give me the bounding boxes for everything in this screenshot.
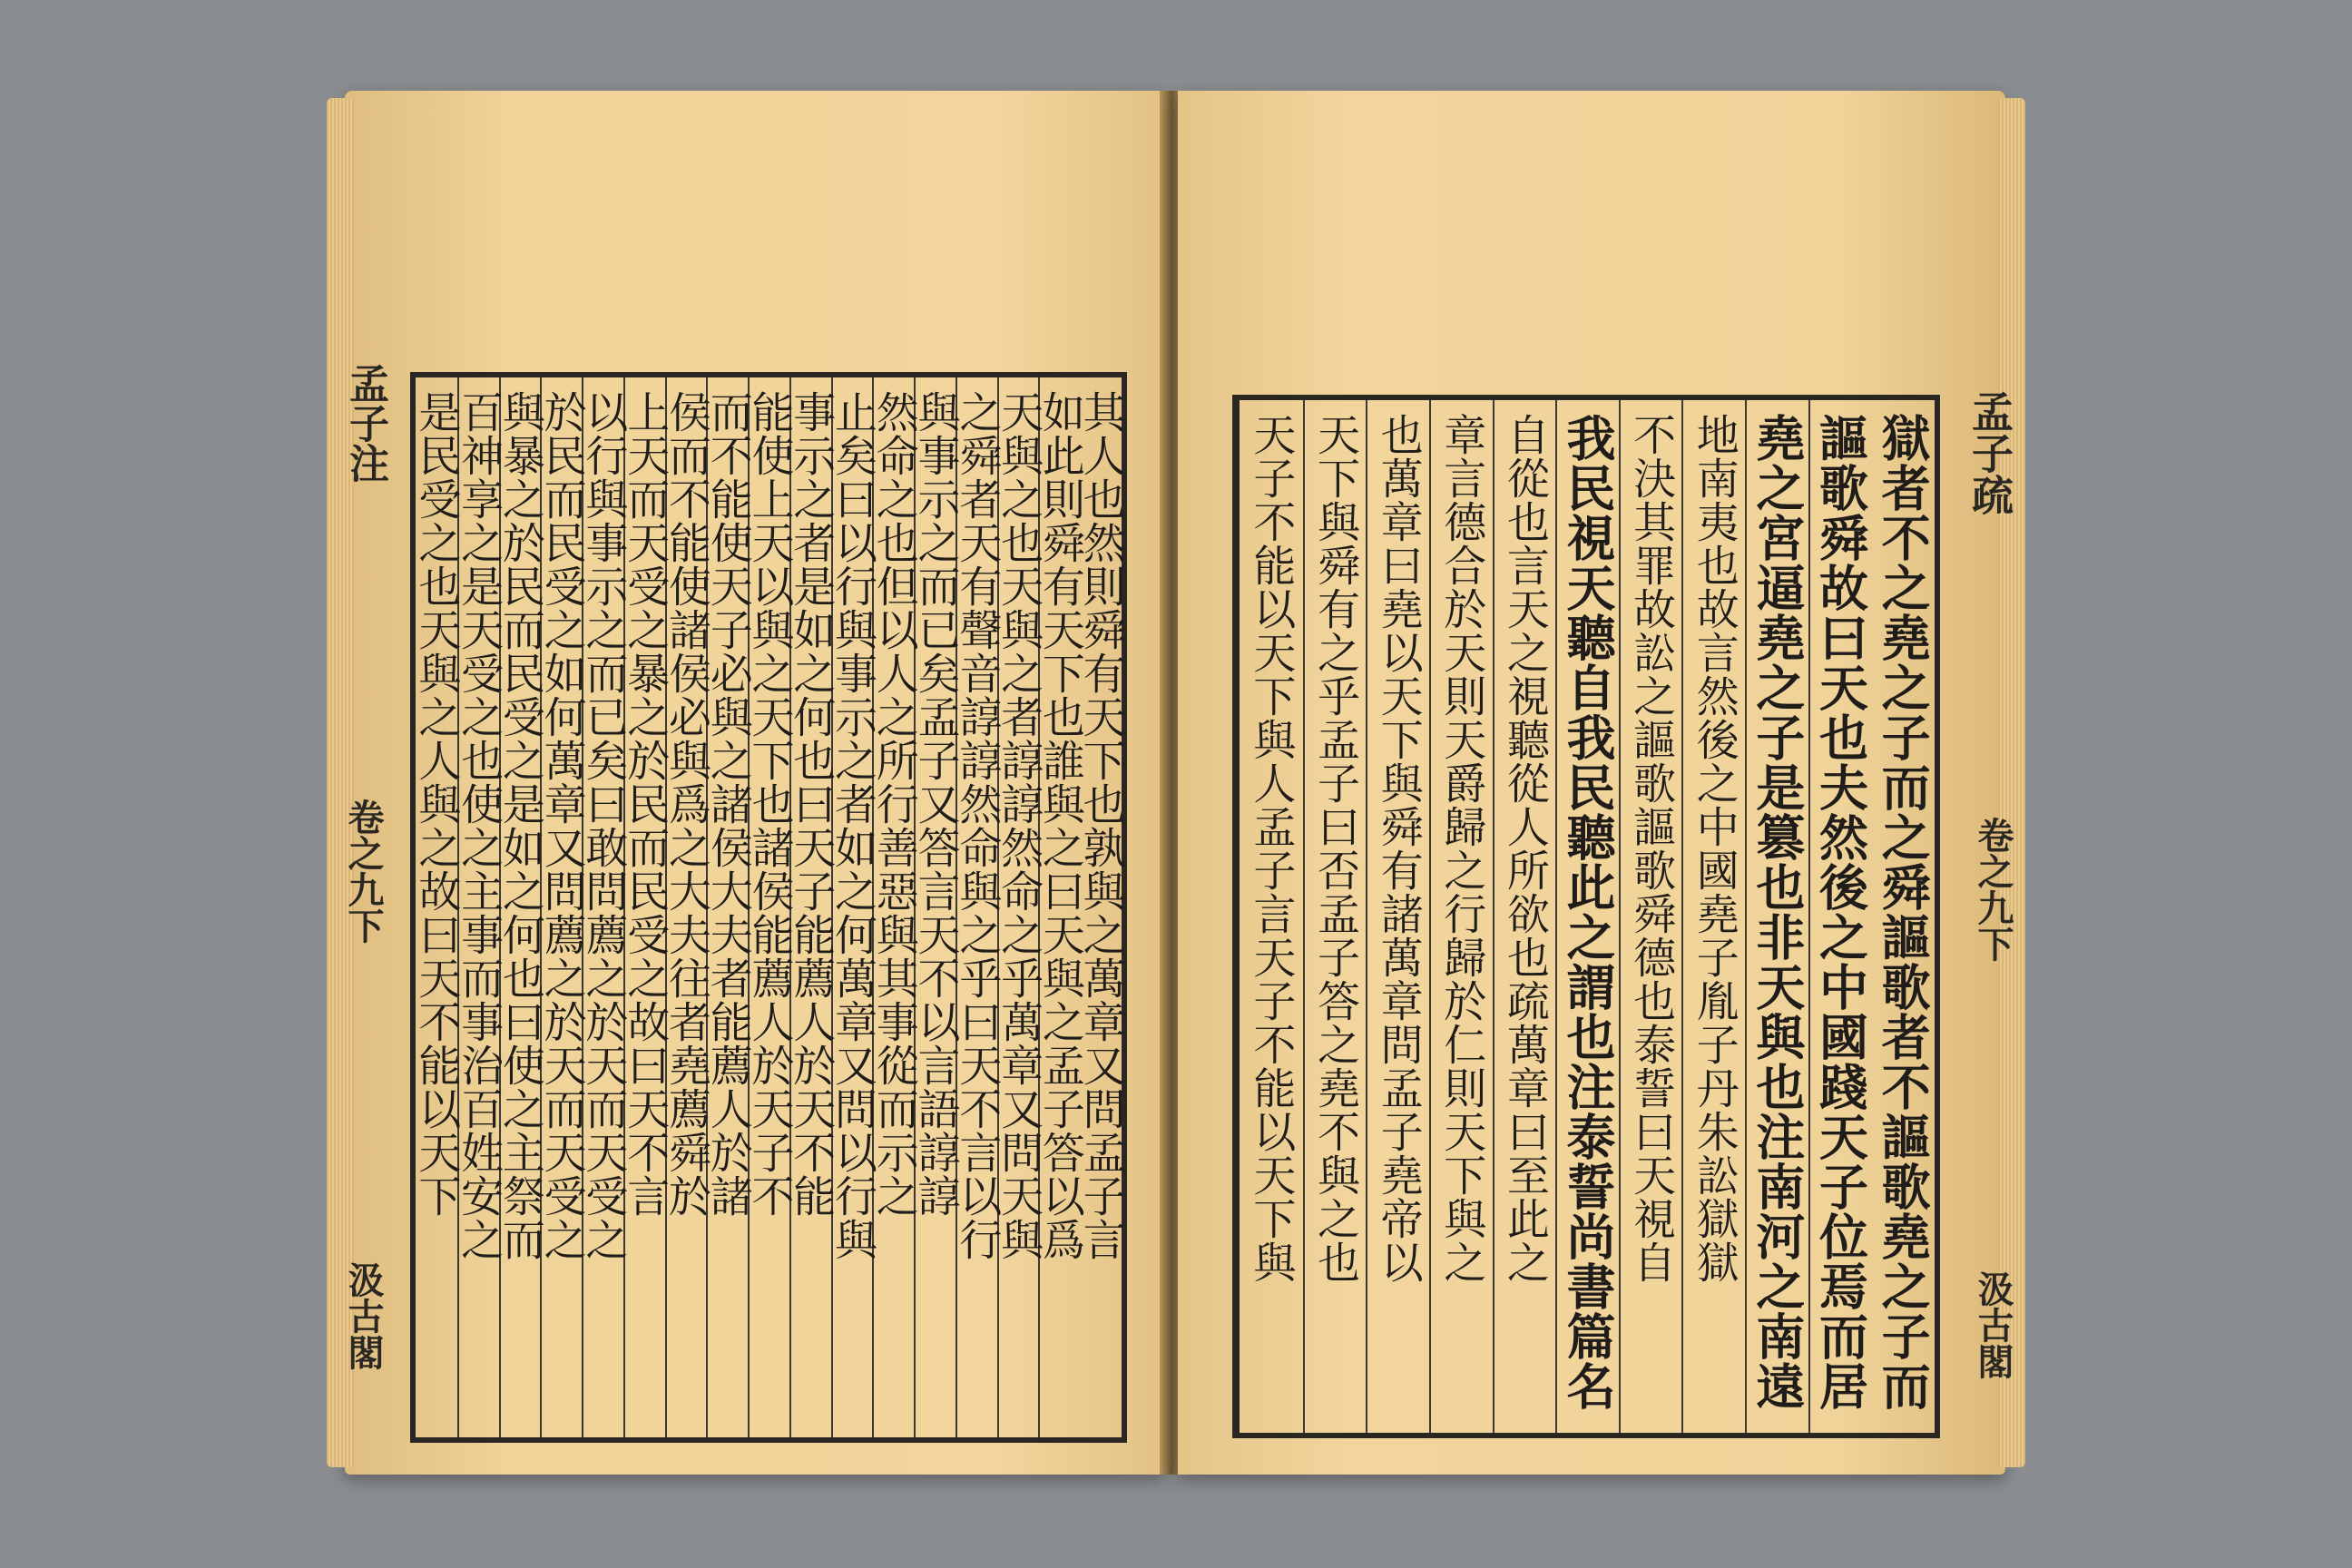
left-page-column <box>1034 377 1085 1437</box>
right-text-frame <box>1232 395 1940 1438</box>
column-text: 地南夷也故言然後之中國堯子胤子丹朱訟獄獄 <box>1689 413 1740 1284</box>
open-book <box>342 91 2014 1475</box>
right-page-column <box>1303 400 1367 1433</box>
left-page-column <box>952 377 1003 1437</box>
right-page-column <box>1619 400 1682 1433</box>
left-page-column <box>454 377 505 1437</box>
column-text: 自從也言天之視聽從人所欲也疏萬章曰至此之 <box>1499 413 1550 1284</box>
right-page-column <box>1240 400 1303 1433</box>
right-page-column <box>1681 400 1745 1433</box>
right-page-column <box>1808 400 1872 1433</box>
column-text: 天下與舜有之乎孟子曰否孟子答之堯不與之也 <box>1309 413 1360 1284</box>
column-text: 百神享之是天受之也使之主事而事治百姓安之 <box>454 390 505 1261</box>
left-page <box>342 91 1166 1475</box>
left-page-column <box>536 377 587 1437</box>
right-margin-title: 孟子疏 <box>1965 390 2014 515</box>
left-page-column <box>1075 377 1126 1437</box>
left-page-column <box>495 377 545 1437</box>
column-text: 其人也然則舜有天下也孰與之萬章又問孟子言 <box>1075 390 1126 1261</box>
left-page-column <box>786 377 837 1437</box>
column-text: 與暴之於民而民受之是如之何也曰使之主祭而 <box>495 390 545 1261</box>
left-margin-chapter: 卷之九下 <box>342 799 385 944</box>
left-page-column <box>910 377 961 1437</box>
right-page-column <box>1555 400 1619 1433</box>
right-margin-publisher: 汲古閣 <box>1972 1270 2014 1379</box>
column-text: 以行與事示之而已矣曰敢問薦之於天而天受之 <box>578 390 629 1261</box>
right-page-column <box>1745 400 1808 1433</box>
column-text: 於民而民受之如何萬章又問薦之於天而天受之 <box>536 390 587 1261</box>
column-text: 謳歌舜故曰天也夫然後之中國踐天子位焉而居 <box>1811 413 1870 1411</box>
column-text: 與事示之而已矣孟子又答言天不以言語諄諄 <box>910 390 961 1218</box>
column-text: 能使上天以與之天下也諸侯能薦人於天子不 <box>744 390 795 1218</box>
right-margin-chapter: 卷之九下 <box>1972 817 2014 962</box>
left-page-column <box>828 377 878 1437</box>
left-margin-publisher: 汲古閣 <box>342 1261 385 1370</box>
column-text: 是民受之也天與之人與之故曰天不能以天下 <box>411 390 462 1218</box>
column-text: 然命之也但以人之所行善惡與其事從而示之 <box>868 390 919 1218</box>
column-text: 上天而天受之暴之於民而民受之故曰天不言 <box>620 390 671 1218</box>
left-page-column <box>868 377 919 1437</box>
column-text: 也萬章曰堯以天下與舜有諸萬章問孟子堯帝以 <box>1373 413 1424 1284</box>
column-text: 事示之者是如之何也曰天子能薦人於天不能 <box>786 390 837 1218</box>
left-text-frame <box>410 372 1127 1443</box>
left-page-column <box>620 377 671 1437</box>
column-text: 我民視天聽自我民聽此之謂也注泰誓尚書篇名 <box>1558 413 1617 1411</box>
left-page-column <box>702 377 753 1437</box>
column-text: 章言德合於天則天爵歸之行歸於仁則天下與之 <box>1436 413 1487 1284</box>
column-text: 堯之宮逼堯之子是篡也非天與也注南河之南遠 <box>1748 413 1807 1411</box>
column-text: 獄者不之堯之子而之舜謳歌者不謳歌堯之子而 <box>1874 413 1933 1411</box>
left-page-column <box>994 377 1044 1437</box>
left-page-column <box>661 377 711 1437</box>
right-page-column <box>1366 400 1429 1433</box>
column-text: 天與之也天與之者諄諄然命之乎萬章又問天與 <box>994 390 1044 1261</box>
right-page-edge <box>1998 98 2025 1467</box>
column-text: 侯而不能使諸侯必與爲之大夫往者堯薦舜於 <box>661 390 711 1218</box>
left-page-column <box>411 377 462 1437</box>
column-text: 之舜者天有聲音諄諄然命與之乎曰天不言以行 <box>952 390 1003 1261</box>
left-page-column <box>578 377 629 1437</box>
left-margin-title: 孟子注 <box>342 363 388 483</box>
right-page-column <box>1429 400 1493 1433</box>
column-text: 天子不能以天下與人孟子言天子不能以天下與 <box>1246 413 1297 1284</box>
column-text: 不決其罪故訟之謳歌謳歌舜德也泰誓曰天視自 <box>1626 413 1677 1284</box>
column-text: 如此則舜有天下也誰與之曰天與之孟子答以爲 <box>1034 390 1085 1261</box>
right-page-column <box>1871 400 1935 1433</box>
column-text: 而不能使天子必與之諸侯大夫者能薦人於諸 <box>702 390 753 1218</box>
left-page-column <box>744 377 795 1437</box>
right-page-column <box>1493 400 1556 1433</box>
right-page <box>1178 91 2014 1475</box>
column-text: 止矣曰以行與事示之者如之何萬章又問以行與 <box>828 390 878 1261</box>
